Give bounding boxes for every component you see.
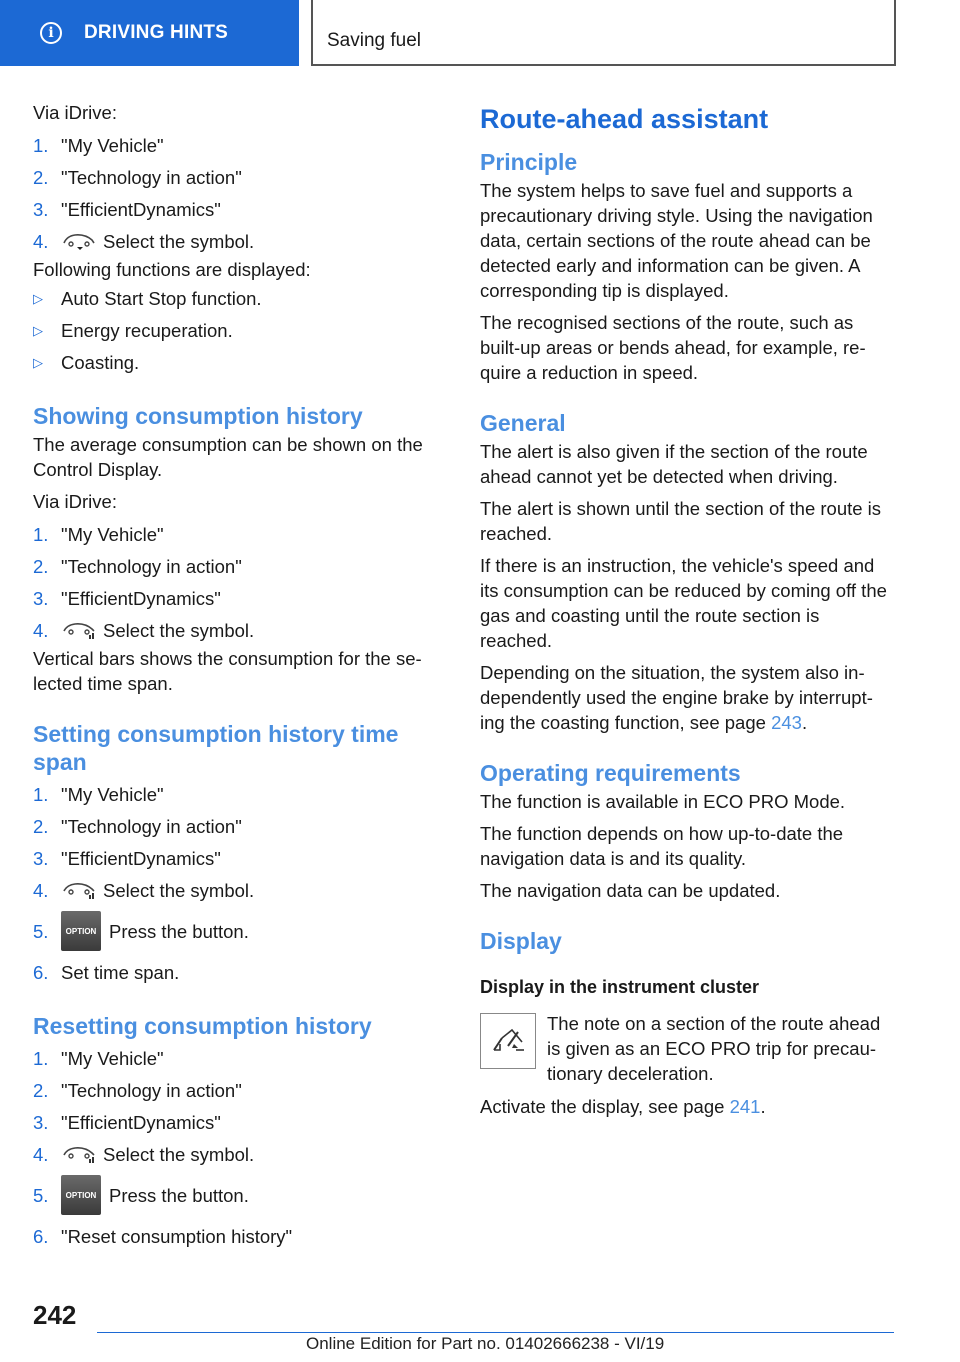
step-text: "My Vehicle" (61, 523, 164, 545)
list-item (33, 956, 443, 988)
list-item (33, 1138, 443, 1170)
step-text: "Technology in action" (61, 815, 242, 837)
info-icon: i (40, 22, 62, 44)
step-text: "My Vehicle" (61, 783, 164, 805)
display-figure-row (480, 1011, 895, 1086)
step-number: 6. (33, 1225, 49, 1247)
step-number: 3. (33, 198, 49, 220)
list-item (33, 518, 443, 550)
chapter-tab[interactable] (0, 0, 299, 66)
triangle-bullet-icon: ▷ (33, 354, 43, 370)
steps-list-3 (33, 778, 443, 988)
list-item (33, 874, 443, 906)
list-item (33, 129, 443, 161)
step-text: Select the symbol. (103, 879, 255, 901)
option-button-icon: OPTION (61, 1175, 101, 1215)
display-figure-paragraph: The note on a section of the route ahead is given as an ECO PRO trip for precau-tionary deceleration. (547, 1013, 881, 1084)
heading-setting-time-span: Setting consumption history time span (33, 721, 399, 775)
step-text: Press the button. (109, 1184, 249, 1206)
section-title: Saving fuel (327, 30, 422, 51)
consumption-car-icon (61, 1144, 97, 1164)
left-column (33, 100, 443, 1252)
activate-paragraph (480, 1094, 895, 1119)
step-text: Press the button. (109, 920, 249, 942)
page-link-241[interactable]: 241 (729, 1096, 761, 1117)
list-item (33, 778, 443, 810)
principle-paragraph-2: The recognised sections of the route, such as built-up areas or bends ahead, for example, re-quire a reduction in speed. (480, 312, 866, 383)
step-text: "Technology in action" (61, 166, 242, 188)
list-item (33, 810, 443, 842)
step-text: "My Vehicle" (61, 1047, 164, 1069)
list-item (33, 346, 443, 378)
heading-display-instrument-cluster: Display in the instrument cluster (480, 977, 760, 997)
heading-general: General (480, 410, 566, 436)
list-item (33, 550, 443, 582)
step-text: "EfficientDynamics" (61, 847, 221, 869)
step-text: "EfficientDynamics" (61, 587, 221, 609)
footer-divider (97, 1332, 894, 1333)
activate-text: Activate the display, see page (480, 1096, 730, 1117)
chapter-tab-label: DRIVING HINTS (84, 22, 229, 43)
efficient-dynamics-car-icon (61, 231, 97, 251)
heading-principle: Principle (480, 149, 578, 175)
step-number: 1. (33, 783, 49, 805)
general-paragraph-4 (480, 660, 895, 735)
step-number: 5. (33, 1184, 49, 1206)
steps-list-2 (33, 518, 443, 646)
general-paragraph-4-text: Depending on the situation, the system also in-dependently used the engine brake by interrupt-ing the coasting function, see page (480, 662, 873, 733)
right-column (480, 102, 895, 1126)
step-text: "EfficientDynamics" (61, 1111, 221, 1133)
period: . (760, 1096, 766, 1117)
step-number: 5. (33, 920, 49, 942)
bullet-text: Energy recuperation. (61, 319, 233, 341)
list-item (33, 582, 443, 614)
list-item (33, 614, 443, 646)
list-item (33, 906, 443, 956)
showing-paragraph: The average consumption can be shown on the Control Display. (33, 434, 423, 480)
consumption-car-icon (61, 620, 97, 640)
step-number: 4. (33, 879, 49, 901)
consumption-car-icon (61, 880, 97, 900)
triangle-bullet-icon: ▷ (33, 322, 43, 338)
step-text: "EfficientDynamics" (61, 198, 221, 220)
page-header (0, 0, 960, 66)
step-number: 4. (33, 619, 49, 641)
list-item (33, 842, 443, 874)
page-link-243[interactable]: 243 (771, 712, 802, 733)
heading-showing-history: Showing consumption history (33, 403, 363, 429)
list-item (33, 225, 443, 257)
general-paragraph-3: If there is an instruction, the vehicle's speed and its consumption can be reduced by coming off the gas and coasting until the route section is reached. (480, 555, 887, 651)
step-number: 2. (33, 166, 49, 188)
general-paragraph-1: The alert is also given if the section of the route ahead cannot yet be detected when driving. (480, 441, 868, 487)
list-item (33, 1220, 443, 1252)
list-item (33, 314, 443, 346)
step-number: 4. (33, 1143, 49, 1165)
list-item (33, 1042, 443, 1074)
step-number: 1. (33, 523, 49, 545)
step-text: Select the symbol. (103, 1143, 255, 1165)
heading-operating-requirements: Operating requirements (480, 760, 741, 786)
step-text: "My Vehicle" (61, 134, 164, 156)
bullet-text: Coasting. (61, 351, 140, 373)
list-item (33, 1106, 443, 1138)
operating-paragraph-1: The function is available in ECO PRO Mode. (480, 791, 846, 812)
option-button-icon: OPTION (61, 911, 101, 951)
list-item (33, 1074, 443, 1106)
page-number: 242 (33, 1300, 77, 1330)
heading-route-ahead: Route-ahead assistant (480, 104, 769, 134)
period: . (801, 712, 808, 733)
vertical-bars-paragraph: Vertical bars shows the consumption for the se-lected time span. (33, 648, 422, 694)
section-title-box (311, 0, 896, 66)
steps-list-1 (33, 129, 443, 257)
functions-intro: Following functions are displayed: (33, 259, 311, 280)
general-paragraph-2: The alert is shown until the section of the route is reached. (480, 498, 882, 544)
list-item (33, 161, 443, 193)
step-text: Select the symbol. (103, 619, 255, 641)
step-text: Set time span. (61, 961, 180, 983)
step-number: 3. (33, 587, 49, 609)
step-number: 2. (33, 815, 49, 837)
triangle-bullet-icon: ▷ (33, 290, 43, 306)
list-item (33, 193, 443, 225)
step-text: "Technology in action" (61, 1079, 242, 1101)
principle-paragraph-1: The system helps to save fuel and supports a precautionary driving style. Using the navigation data, certain sections of the route ahead can be detected early and information can be given. A corresponding tip is displayed. (480, 180, 873, 301)
step-number: 3. (33, 1111, 49, 1133)
via-idrive-text: Via iDrive: (33, 491, 117, 512)
step-text: Select the symbol. (103, 230, 255, 252)
step-number: 3. (33, 847, 49, 869)
step-number: 1. (33, 1047, 49, 1069)
list-item (33, 282, 443, 314)
heading-display: Display (480, 928, 562, 954)
step-text: "Technology in action" (61, 555, 242, 577)
step-text: "Reset consumption history" (61, 1225, 293, 1247)
step-number: 4. (33, 230, 49, 252)
steps-list-4 (33, 1042, 443, 1252)
via-idrive-text: Via iDrive: (33, 102, 117, 123)
footer-edition: Online Edition for Part no. 01402666238 - VI/19 (306, 1334, 665, 1353)
list-item (33, 1170, 443, 1220)
step-number: 1. (33, 134, 49, 156)
operating-paragraph-2: The function depends on how up-to-date the navigation data is and its quality. (480, 823, 844, 869)
bullet-text: Auto Start Stop function. (61, 287, 262, 309)
eco-pro-trip-icon (480, 1013, 536, 1069)
step-number: 6. (33, 961, 49, 983)
heading-resetting-history: Resetting consumption history (33, 1013, 372, 1039)
operating-paragraph-3: The navigation data can be updated. (480, 880, 781, 901)
functions-list (33, 282, 443, 378)
step-number: 2. (33, 555, 49, 577)
step-number: 2. (33, 1079, 49, 1101)
